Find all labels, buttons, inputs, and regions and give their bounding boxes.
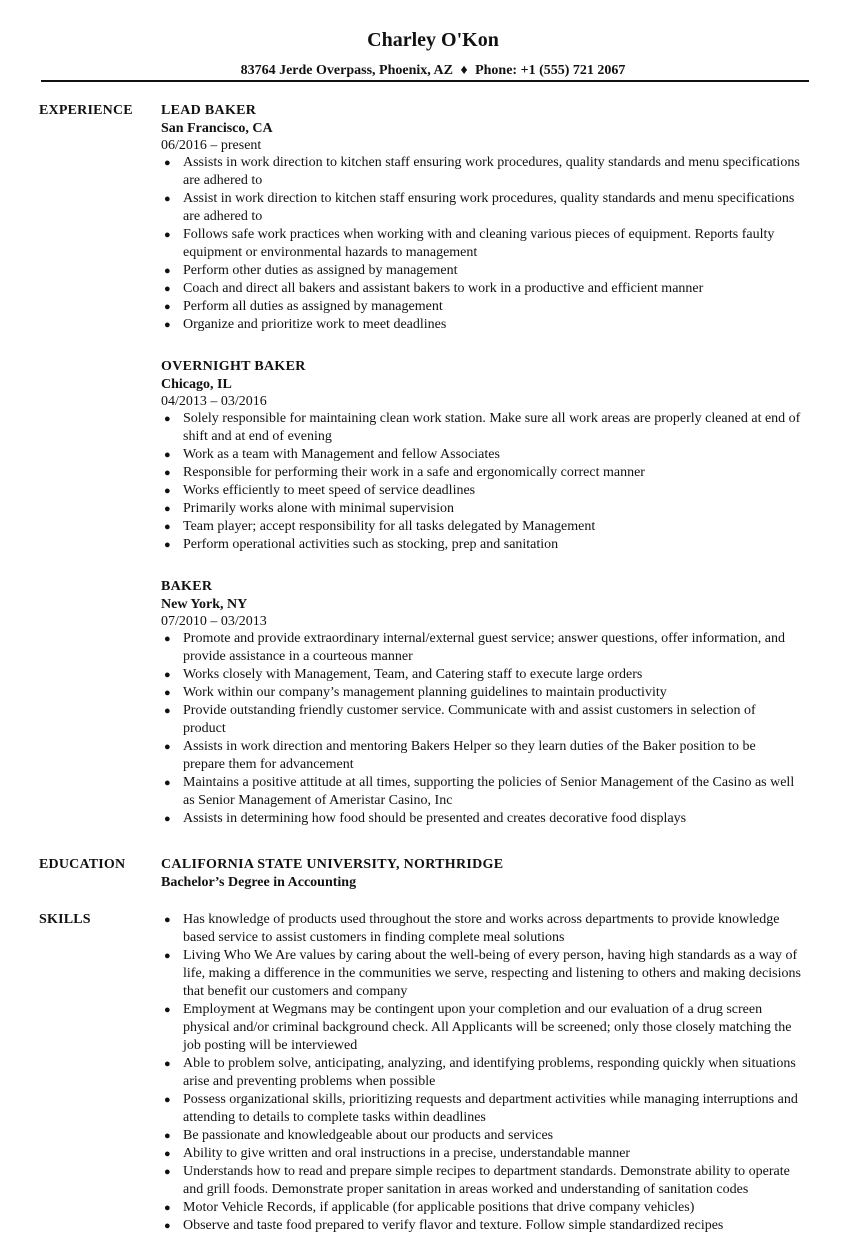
school-name: CALIFORNIA STATE UNIVERSITY, NORTHRIDGE (161, 857, 504, 872)
bullet-item (161, 262, 801, 280)
bullet-item (161, 1217, 801, 1235)
bullet-text: Observe and taste food prepared to verify flavor and texture. Follow simple standardized recipes (183, 1218, 724, 1233)
job-bullets (161, 630, 801, 828)
bullet-item (161, 298, 801, 316)
bullet-icon: ● (164, 229, 171, 241)
bullet-icon: ● (164, 157, 171, 169)
bullet-item (161, 1001, 801, 1055)
bullet-item (161, 190, 801, 226)
bullet-icon: ● (164, 1166, 171, 1178)
bullet-icon: ● (164, 1094, 171, 1106)
bullet-text: Be passionate and knowledgeable about our products and services (183, 1128, 554, 1143)
bullet-text: Maintains a positive attitude at all times, supporting the policies of Senior Management of the Casino as well as Senior Management of Ameristar Casino, Inc (183, 775, 795, 808)
bullet-item (161, 911, 801, 947)
job-dates: 06/2016 – present (161, 138, 262, 153)
bullet-text: Organize and prioritize work to meet deadlines (183, 317, 447, 332)
bullet-item (161, 1145, 801, 1163)
bullet-text: Possess organizational skills, prioritizing requests and department activities while managing interruptions and attending to details to complete tasks within deadlines (183, 1092, 798, 1125)
job-location: New York, NY (161, 597, 248, 612)
bullet-item (161, 810, 801, 828)
bullet-text: Work within our company’s management planning guidelines to maintain productivity (183, 685, 667, 700)
bullet-item (161, 536, 801, 554)
bullet-icon: ● (164, 539, 171, 551)
bullet-icon: ● (164, 633, 171, 645)
bullet-item (161, 518, 801, 536)
job-dates: 04/2013 – 03/2016 (161, 394, 267, 409)
bullet-text: Perform other duties as assigned by management (183, 263, 458, 278)
job-bullets (161, 410, 801, 554)
bullet-item (161, 482, 801, 500)
bullet-icon: ● (164, 521, 171, 533)
bullet-text: Able to problem solve, anticipating, analyzing, and identifying problems, responding quickly when situations arise and preventing problems when possible (183, 1056, 796, 1089)
address-text: 83764 Jerde Overpass, Phoenix, AZ (240, 63, 453, 78)
bullet-item (161, 446, 801, 464)
bullet-icon: ● (164, 777, 171, 789)
bullet-icon: ● (164, 485, 171, 497)
bullet-text: Provide outstanding friendly customer service. Communicate with and assist customers in selection of product (183, 703, 756, 736)
bullet-text: Motor Vehicle Records, if applicable (for applicable positions that drive company vehicles) (183, 1200, 695, 1215)
degree-name: Bachelor’s Degree in Accounting (161, 875, 357, 890)
bullet-item (161, 410, 801, 446)
section-label-experience: EXPERIENCE (39, 103, 133, 118)
job-dates: 07/2010 – 03/2013 (161, 614, 267, 629)
bullet-icon: ● (164, 319, 171, 331)
bullet-text: Work as a team with Management and fellow Associates (183, 447, 500, 462)
job-entry (161, 578, 801, 828)
diamond-separator-icon: ♦ (460, 63, 468, 78)
skills-bullets (161, 911, 801, 1235)
bullet-text: Assist in work direction to kitchen staff ensuring work procedures, quality standards and menu specifications are adhered to (183, 191, 795, 224)
bullet-icon: ● (164, 265, 171, 277)
job-bullets (161, 154, 801, 334)
bullet-item (161, 738, 801, 774)
bullet-icon: ● (164, 449, 171, 461)
bullet-text: Ability to give written and oral instructions in a precise, understandable manner (183, 1146, 631, 1161)
bullet-item (161, 1163, 801, 1199)
bullet-icon: ● (164, 1130, 171, 1142)
bullet-text: Assists in work direction to kitchen staff ensuring work procedures, quality standards and menu specifications are adhered to (183, 155, 800, 188)
phone-text: Phone: +1 (555) 721 2067 (475, 63, 626, 78)
bullet-icon: ● (164, 950, 171, 962)
bullet-icon: ● (164, 813, 171, 825)
bullet-item (161, 316, 801, 334)
bullet-icon: ● (164, 1004, 171, 1016)
bullet-text: Follows safe work practices when working with and cleaning various pieces of equipment. Reports faulty equipment or environmental hazards to management (183, 227, 775, 260)
bullet-icon: ● (164, 193, 171, 205)
bullet-icon: ● (164, 705, 171, 717)
bullet-icon: ● (164, 1220, 171, 1232)
candidate-name: Charley O'Kon (367, 29, 499, 51)
job-title: BAKER (161, 579, 213, 594)
bullet-icon: ● (164, 413, 171, 425)
bullet-icon: ● (164, 301, 171, 313)
bullet-item (161, 500, 801, 518)
bullet-item (161, 154, 801, 190)
bullet-icon: ● (164, 687, 171, 699)
bullet-item (161, 464, 801, 482)
bullet-item (161, 702, 801, 738)
bullet-item (161, 280, 801, 298)
contact-line (0, 62, 866, 80)
bullet-item (161, 1127, 801, 1145)
section-label-education: EDUCATION (39, 857, 126, 872)
bullet-item (161, 226, 801, 262)
bullet-icon: ● (164, 467, 171, 479)
bullet-text: Employment at Wegmans may be contingent upon your completion and our evaluation of a drug screen physical and/or criminal background check. All Applicants will be screened; only those closely matching the job posting will be interviewed (183, 1002, 792, 1053)
bullet-item (161, 1091, 801, 1127)
job-title: OVERNIGHT BAKER (161, 359, 306, 374)
bullet-icon: ● (164, 741, 171, 753)
bullet-text: Has knowledge of products used throughout the store and works across departments to provide knowledge based service to assist customers in finding complete meal solutions (183, 912, 780, 945)
bullet-item (161, 666, 801, 684)
bullet-item (161, 1055, 801, 1091)
bullet-text: Perform all duties as assigned by management (183, 299, 443, 314)
job-title: LEAD BAKER (161, 103, 257, 118)
header-divider (41, 80, 809, 82)
bullet-text: Perform operational activities such as stocking, prep and sanitation (183, 537, 559, 552)
bullet-icon: ● (164, 1058, 171, 1070)
bullet-icon: ● (164, 669, 171, 681)
bullet-item (161, 684, 801, 702)
job-entry (161, 358, 801, 554)
bullet-icon: ● (164, 1148, 171, 1160)
bullet-text: Primarily works alone with minimal supervision (183, 501, 455, 516)
bullet-item (161, 947, 801, 1001)
section-label-skills: SKILLS (39, 912, 91, 927)
bullet-text: Understands how to read and prepare simple recipes to department standards. Demonstrate ability to operate and grill foods. Demonstrate proper sanitation in areas worked and understanding of sanitation codes (183, 1164, 790, 1197)
education-body (161, 856, 801, 892)
experience-body (161, 102, 801, 828)
bullet-text: Works efficiently to meet speed of service deadlines (183, 483, 476, 498)
bullet-text: Assists in work direction and mentoring Bakers Helper so they learn duties of the Baker position to be prepare them for advancement (183, 739, 756, 772)
job-location: San Francisco, CA (161, 121, 273, 136)
bullet-text: Assists in determining how food should be presented and creates decorative food displays (183, 811, 687, 826)
bullet-text: Responsible for performing their work in a safe and ergonomically correct manner (183, 465, 645, 480)
bullet-icon: ● (164, 914, 171, 926)
bullet-icon: ● (164, 1202, 171, 1214)
bullet-item (161, 774, 801, 810)
job-entry (161, 102, 801, 334)
bullet-text: Living Who We Are values by caring about the well-being of every person, having high standards as a way of life, making a difference in the communities we serve, respecting and listening to others and making decisions that benefit our customers and company (183, 948, 801, 999)
bullet-text: Works closely with Management, Team, and Catering staff to execute large orders (183, 667, 643, 682)
skills-body (161, 911, 801, 1235)
bullet-text: Promote and provide extraordinary internal/external guest service; answer questions, offer information, and provide assistance in a courteous manner (183, 631, 785, 664)
bullet-item (161, 630, 801, 666)
bullet-text: Team player; accept responsibility for all tasks delegated by Management (183, 519, 596, 534)
bullet-icon: ● (164, 503, 171, 515)
bullet-item (161, 1199, 801, 1217)
bullet-text: Coach and direct all bakers and assistant bakers to work in a productive and efficient manner (183, 281, 704, 296)
job-location: Chicago, IL (161, 377, 232, 392)
bullet-icon: ● (164, 283, 171, 295)
bullet-text: Solely responsible for maintaining clean work station. Make sure all work areas are properly cleaned at end of shift and at end of evening (183, 411, 801, 444)
